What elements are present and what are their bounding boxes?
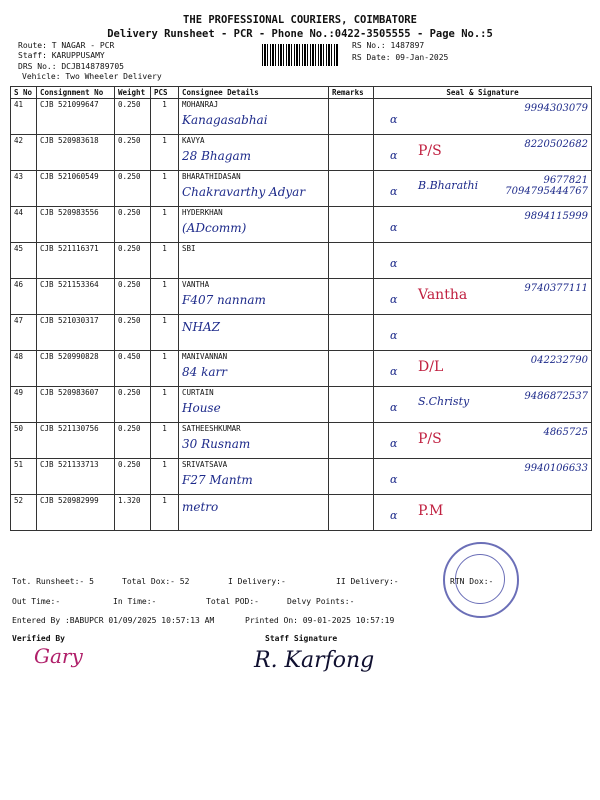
cell-pcs: 1 [151, 495, 179, 531]
total-pod: Total POD:- [206, 597, 259, 606]
seal-signature: P.M [418, 503, 444, 519]
cell-pcs: 1 [151, 459, 179, 495]
entered-by: Entered By :BABUPCR 01/09/2025 10:57:13 AM [12, 616, 215, 625]
seal-signature: B.Bharathi [418, 179, 479, 192]
table-header-row [11, 87, 592, 99]
table-row [11, 171, 592, 207]
consignee-address: F407 nannam [182, 293, 266, 307]
col-weight: Weight [115, 87, 151, 99]
consignee-address: NHAZ [182, 320, 220, 334]
consignee-address: 84 karr [182, 365, 227, 379]
seal-signature: Vantha [418, 287, 468, 303]
cell-consignment: CJB 521130756 [37, 423, 115, 459]
cell-consignee [179, 135, 329, 171]
consignee-name: SBI [182, 244, 196, 253]
verified-by-label: Verified By [12, 634, 65, 643]
cell-seal [374, 459, 592, 495]
rtn-dox: RTN Dox:- [450, 577, 494, 586]
cell-seal [374, 315, 592, 351]
cell-remarks [329, 243, 374, 279]
cell-seal [374, 423, 592, 459]
seal-signature: S.Christy [418, 395, 470, 408]
consignee-address: F27 Mantm [182, 473, 253, 487]
cell-consignee [179, 243, 329, 279]
tick-mark: α [390, 293, 398, 306]
tick-mark: α [390, 257, 398, 270]
cell-pcs: 1 [151, 135, 179, 171]
cell-consignment: CJB 520983618 [37, 135, 115, 171]
consignee-address: metro [182, 500, 219, 514]
delvy-points: Delvy Points:- [287, 597, 355, 606]
cell-seal [374, 99, 592, 135]
table-row [11, 279, 592, 315]
staff-signature: R. Karfong [254, 648, 375, 673]
cell-consignee [179, 387, 329, 423]
seal-signature: P/S [418, 431, 442, 447]
cell-consignee [179, 171, 329, 207]
cell-weight: 0.250 [115, 387, 151, 423]
consignee-name: KAVYA [182, 136, 205, 145]
consignee-name: VANTHA [182, 280, 210, 289]
cell-seal [374, 351, 592, 387]
cell-remarks [329, 423, 374, 459]
table-row [11, 423, 592, 459]
col-sno: S No [11, 87, 37, 99]
cell-consignee [179, 315, 329, 351]
cell-consignee [179, 495, 329, 531]
cell-sno: 45 [11, 243, 37, 279]
contact-phone: 9677821 7094795444767 [505, 175, 588, 197]
cell-pcs: 1 [151, 99, 179, 135]
cell-consignment: CJB 521060549 [37, 171, 115, 207]
table-row [11, 459, 592, 495]
cell-weight: 0.450 [115, 351, 151, 387]
tick-mark: α [390, 329, 398, 342]
cell-seal [374, 171, 592, 207]
cell-consignment: CJB 521099647 [37, 99, 115, 135]
table-row [11, 207, 592, 243]
consignee-name: CURTAIN [182, 388, 214, 397]
consignee-name: SATHEESHKUMAR [182, 424, 241, 433]
verifier-signature: Gary [34, 644, 83, 668]
consignee-address: Kanagasabhai [182, 113, 268, 127]
contact-phone: 8220502682 [524, 139, 588, 150]
tick-mark: α [390, 509, 398, 522]
col-remarks: Remarks [329, 87, 374, 99]
contact-phone: 4865725 [543, 427, 588, 438]
cell-weight: 0.250 [115, 279, 151, 315]
table-row [11, 99, 592, 135]
cell-consignment: CJB 521133713 [37, 459, 115, 495]
cell-pcs: 1 [151, 171, 179, 207]
cell-weight: 0.250 [115, 171, 151, 207]
cell-consignment: CJB 520983556 [37, 207, 115, 243]
cell-pcs: 1 [151, 279, 179, 315]
tick-mark: α [390, 365, 398, 378]
cell-sno: 44 [11, 207, 37, 243]
cell-sno: 50 [11, 423, 37, 459]
cell-consignment: CJB 521116371 [37, 243, 115, 279]
printed-on: Printed On: 09-01-2025 10:57:19 [245, 616, 395, 625]
cell-pcs: 1 [151, 423, 179, 459]
ii-delivery: II Delivery:- [336, 577, 399, 586]
cell-sno: 42 [11, 135, 37, 171]
cell-pcs: 1 [151, 243, 179, 279]
seal-signature: D/L [418, 359, 444, 375]
cell-weight: 0.250 [115, 459, 151, 495]
cell-remarks [329, 207, 374, 243]
consignee-name: HYDERKHAN [182, 208, 223, 217]
cell-seal [374, 387, 592, 423]
cell-remarks [329, 315, 374, 351]
cell-remarks [329, 351, 374, 387]
cell-consignee [179, 207, 329, 243]
tick-mark: α [390, 149, 398, 162]
cell-weight: 0.250 [115, 135, 151, 171]
consignee-address: Chakravarthy Adyar [182, 185, 306, 199]
cell-sno: 49 [11, 387, 37, 423]
cell-consignee [179, 351, 329, 387]
staff-signature-label: Staff Signature [265, 634, 338, 643]
cell-seal [374, 279, 592, 315]
cell-seal [374, 135, 592, 171]
cell-remarks [329, 495, 374, 531]
table-row [11, 351, 592, 387]
consignee-name: SRIVATSAVA [182, 460, 228, 469]
col-pcs: PCS [151, 87, 179, 99]
cell-consignment: CJB 521153364 [37, 279, 115, 315]
cell-sno: 43 [11, 171, 37, 207]
cell-weight: 0.250 [115, 423, 151, 459]
staff: Staff: KARUPPUSAMY [18, 51, 105, 60]
contact-phone: 9994303079 [524, 103, 588, 114]
cell-weight: 0.250 [115, 315, 151, 351]
drs-number: DRS No.: DCJB148789705 [18, 62, 124, 71]
cell-consignment: CJB 520983607 [37, 387, 115, 423]
vehicle: Vehicle: Two Wheeler Delivery [22, 72, 162, 81]
seal-signature: P/S [418, 143, 442, 159]
cell-sno: 48 [11, 351, 37, 387]
cell-sno: 52 [11, 495, 37, 531]
cell-weight: 1.320 [115, 495, 151, 531]
cell-weight: 0.250 [115, 207, 151, 243]
tick-mark: α [390, 473, 398, 486]
tick-mark: α [390, 113, 398, 126]
cell-seal [374, 207, 592, 243]
table-row [11, 495, 592, 531]
cell-consignment: CJB 520990828 [37, 351, 115, 387]
cell-sno: 47 [11, 315, 37, 351]
cell-remarks [329, 135, 374, 171]
contact-phone: 9486872537 [524, 391, 588, 402]
cell-pcs: 1 [151, 387, 179, 423]
cell-remarks [329, 99, 374, 135]
cell-remarks [329, 279, 374, 315]
cell-remarks [329, 387, 374, 423]
col-consignment: Consignment No [37, 87, 115, 99]
consignee-address: 28 Bhagam [182, 149, 251, 163]
contact-phone: 042232790 [530, 355, 588, 366]
consignee-name: MOHANRAJ [182, 100, 219, 109]
cell-consignee [179, 99, 329, 135]
table-row [11, 387, 592, 423]
col-consignee: Consignee Details [179, 87, 329, 99]
barcode [262, 44, 338, 66]
tot-runsheet: Tot. Runsheet:- 5 [12, 577, 94, 586]
cell-weight: 0.250 [115, 99, 151, 135]
table-row [11, 315, 592, 351]
col-seal: Seal & Signature [374, 87, 592, 99]
cell-remarks [329, 459, 374, 495]
rs-number: RS No.: 1487897 [352, 41, 425, 50]
tick-mark: α [390, 437, 398, 450]
cell-consignment: CJB 520982999 [37, 495, 115, 531]
cell-consignee [179, 423, 329, 459]
cell-weight: 0.250 [115, 243, 151, 279]
cell-consignment: CJB 521030317 [37, 315, 115, 351]
table-row [11, 243, 592, 279]
cell-sno: 46 [11, 279, 37, 315]
consignee-address: House [182, 401, 221, 415]
consignee-name: MANIVANNAN [182, 352, 228, 361]
rs-date: RS Date: 09-Jan-2025 [352, 53, 449, 62]
cell-consignee [179, 459, 329, 495]
contact-phone: 9940106633 [524, 463, 588, 474]
i-delivery: I Delivery:- [228, 577, 286, 586]
cell-seal [374, 243, 592, 279]
tick-mark: α [390, 221, 398, 234]
in-time: In Time:- [113, 597, 157, 606]
route: Route: T NAGAR - PCR [18, 41, 115, 50]
consignee-address: 30 Rusnam [182, 437, 251, 451]
total-dox: Total Dox:- 52 [122, 577, 190, 586]
cell-sno: 51 [11, 459, 37, 495]
runsheet-subtitle: Delivery Runsheet - PCR - Phone No.:0422-3505555 - Page No.:5 [107, 28, 493, 40]
cell-seal [374, 495, 592, 531]
contact-phone: 9740377111 [524, 283, 588, 294]
runsheet-table [10, 86, 592, 531]
contact-phone: 9894115999 [524, 211, 588, 222]
tick-mark: α [390, 401, 398, 414]
consignee-address: (ADcomm) [182, 221, 247, 235]
cell-remarks [329, 171, 374, 207]
out-time: Out Time:- [12, 597, 61, 606]
tick-mark: α [390, 185, 398, 198]
cell-pcs: 1 [151, 315, 179, 351]
consignee-name: BHARATHIDASAN [182, 172, 241, 181]
table-row [11, 135, 592, 171]
cell-sno: 41 [11, 99, 37, 135]
cell-consignee [179, 279, 329, 315]
cell-pcs: 1 [151, 351, 179, 387]
cell-pcs: 1 [151, 207, 179, 243]
company-title: THE PROFESSIONAL COURIERS, COIMBATORE [183, 14, 417, 26]
